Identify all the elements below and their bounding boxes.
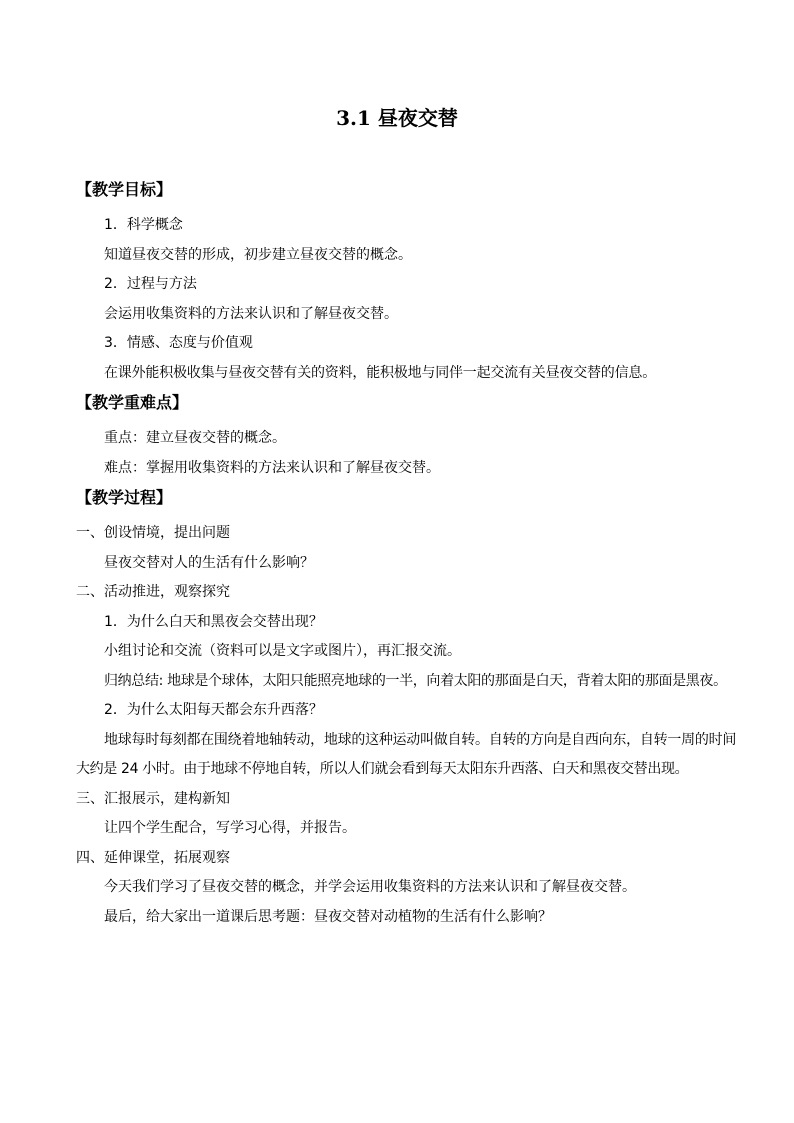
key-point-item: 难点：掌握用收集资料的方法来认识和了解昼夜交替。: [104, 459, 440, 476]
objective-item: 2．过程与方法: [104, 276, 197, 292]
process-summary-paragraph: 归纳总结: 地球是个球体，太阳只能照亮地球的一半，向着太阳的那面是白天，背着太阳的那面是黑夜。: [104, 672, 727, 689]
document-body: [76, 175, 736, 932]
process-step-title: 二、活动推进，观察探究: [76, 584, 230, 600]
objective-item: 1．科学概念: [104, 217, 183, 233]
process-step-title: 一、创设情境，提出问题: [76, 525, 230, 541]
process-question: 2．为什么太阳每天都会东升西落？: [104, 702, 323, 718]
section-heading-process: 【教学过程】: [76, 488, 173, 507]
process-step-text: 昼夜交替对人的生活有什么影响？: [104, 554, 314, 571]
objective-item: 在课外能积极收集与昼夜交替有关的资料，能积极地与同伴一起交流有关昼夜交替的信息。: [104, 364, 656, 381]
section-heading-key-points: 【教学重难点】: [76, 393, 189, 412]
process-answer-paragraph: 地球每时每刻都在围绕着地轴转动，地球的这种运动叫做自转。自转的方向是自西向东，自转一周的时间大约是 24 小时。由于地球不停地自转，所以人们就会看到每天太阳东升西落、白天和黑夜交替出现。: [76, 731, 736, 777]
process-question: 1．为什么白天和黑夜会交替出现？: [104, 613, 323, 630]
process-step-text: 今天我们学习了昼夜交替的概念，并学会运用收集资料的方法来认识和了解昼夜交替。: [104, 879, 636, 895]
process-step-title: 三、汇报展示，建构新知: [76, 790, 230, 807]
page-title: 3.1 昼夜交替: [336, 106, 458, 130]
objective-item: 知道昼夜交替的形成，初步建立昼夜交替的概念。: [104, 246, 412, 263]
process-step-text: 让四个学生配合，写学习心得，并报告。: [104, 820, 356, 836]
process-step-text: 最后，给大家出一道课后思考题：昼夜交替对动植物的生活有什么影响？: [104, 908, 552, 925]
objective-item: 会运用收集资料的方法来认识和了解昼夜交替。: [104, 305, 398, 322]
section-heading-objectives: 【教学目标】: [76, 180, 173, 199]
process-step-text: 小组讨论和交流（资料可以是文字或图片），再汇报交流。: [104, 643, 461, 659]
process-step-title: 四、延伸课堂，拓展观察: [76, 849, 230, 866]
objective-item: 3．情感、态度与价值观: [104, 335, 253, 351]
key-point-item: 重点：建立昼夜交替的概念。: [104, 430, 286, 446]
